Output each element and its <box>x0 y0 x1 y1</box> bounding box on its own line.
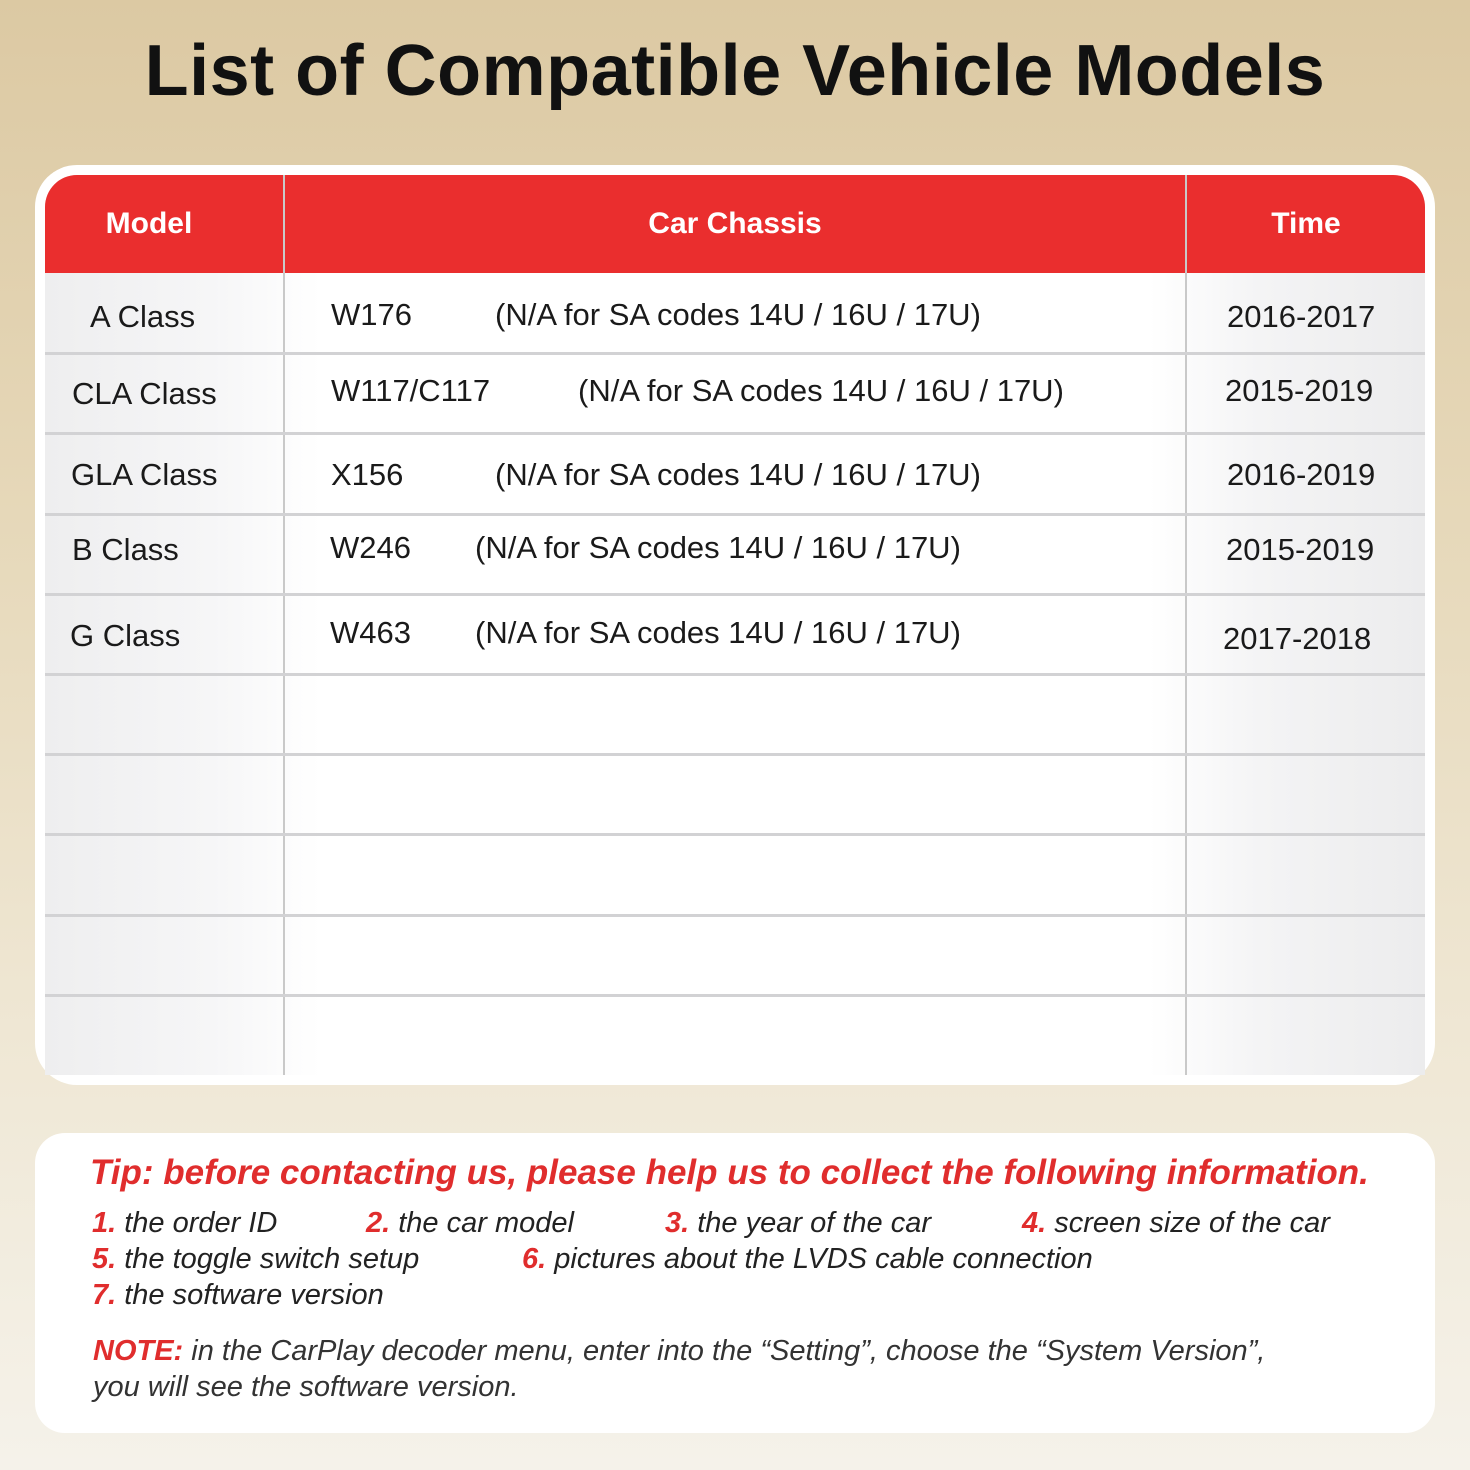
note-line <box>93 1335 1265 1368</box>
tip-item <box>92 1243 419 1276</box>
tip-item-number: 6. <box>522 1243 547 1275</box>
tip-card <box>35 1133 1435 1433</box>
tip-item-number: 7. <box>92 1279 117 1311</box>
cell-chassis-code: X156 <box>331 457 404 492</box>
header-time: Time <box>1271 207 1341 240</box>
row-divider <box>45 914 1425 917</box>
tip-item-number: 2. <box>366 1207 391 1239</box>
tip-item-number: 5. <box>92 1243 117 1275</box>
row-divider <box>45 833 1425 836</box>
vehicle-table <box>45 175 1425 1075</box>
cell-time: 2015-2019 <box>1226 532 1375 567</box>
vehicle-table-card <box>35 165 1435 1085</box>
tip-item <box>92 1207 277 1240</box>
tip-item-text: the order ID <box>124 1207 278 1239</box>
page-title: List of Compatible Vehicle Models <box>144 31 1326 111</box>
tip-title: Tip: before contacting us, please help us to collect the following information. <box>90 1153 1369 1192</box>
header-model: Model <box>105 207 193 240</box>
tip-item <box>665 1207 931 1240</box>
header-chassis: Car Chassis <box>648 207 822 240</box>
row-divider <box>45 352 1425 355</box>
row-divider <box>45 513 1425 516</box>
cell-chassis-code: W176 <box>331 297 412 332</box>
cell-chassis-note: (N/A for SA codes 14U / 16U / 17U) <box>578 373 1064 408</box>
tip-item-text: pictures about the LVDS cable connection <box>554 1243 1093 1275</box>
cell-chassis-code: W117/C117 <box>331 373 491 408</box>
cell-model: GLA Class <box>71 457 218 492</box>
tip-item-number: 3. <box>665 1207 690 1239</box>
column-divider <box>1185 175 1187 1075</box>
tip-item-text: screen size of the car <box>1054 1207 1330 1239</box>
cell-chassis-code: W246 <box>330 530 411 565</box>
cell-chassis-note: (N/A for SA codes 14U / 16U / 17U) <box>475 530 961 565</box>
tip-item-number: 4. <box>1022 1207 1047 1239</box>
row-divider <box>45 673 1425 676</box>
cell-model: CLA Class <box>72 376 217 411</box>
cell-model: B Class <box>72 532 179 567</box>
row-divider <box>45 432 1425 435</box>
tip-item-text: the toggle switch setup <box>124 1243 420 1275</box>
tip-item-text: the year of the car <box>697 1207 931 1239</box>
note-label: NOTE: <box>93 1335 184 1367</box>
row-divider <box>45 753 1425 756</box>
cell-chassis-note: (N/A for SA codes 14U / 16U / 17U) <box>475 615 961 650</box>
row-divider <box>45 994 1425 997</box>
tip-item-text: the car model <box>398 1207 574 1239</box>
cell-time: 2016-2019 <box>1227 457 1376 492</box>
cell-chassis-note: (N/A for SA codes 14U / 16U / 17U) <box>495 297 981 332</box>
cell-time: 2015-2019 <box>1225 373 1374 408</box>
table-header <box>45 175 1425 273</box>
cell-time: 2016-2017 <box>1227 299 1376 334</box>
tip-item <box>522 1243 1093 1276</box>
cell-model: G Class <box>70 618 181 653</box>
cell-chassis-note: (N/A for SA codes 14U / 16U / 17U) <box>495 457 981 492</box>
note-text: in the CarPlay decoder menu, enter into the “Setting”, choose the “System Version”, <box>191 1335 1266 1367</box>
cell-chassis-code: W463 <box>330 615 411 650</box>
column-divider <box>283 175 285 1075</box>
cell-model: A Class <box>90 299 196 334</box>
tip-item <box>92 1279 384 1312</box>
note-line: you will see the software version. <box>93 1371 519 1403</box>
tip-item <box>1022 1207 1330 1240</box>
tip-item-number: 1. <box>92 1207 117 1239</box>
row-divider <box>45 593 1425 596</box>
cell-time: 2017-2018 <box>1223 621 1372 656</box>
tip-item-text: the software version <box>124 1279 384 1311</box>
tip-item <box>366 1207 574 1240</box>
